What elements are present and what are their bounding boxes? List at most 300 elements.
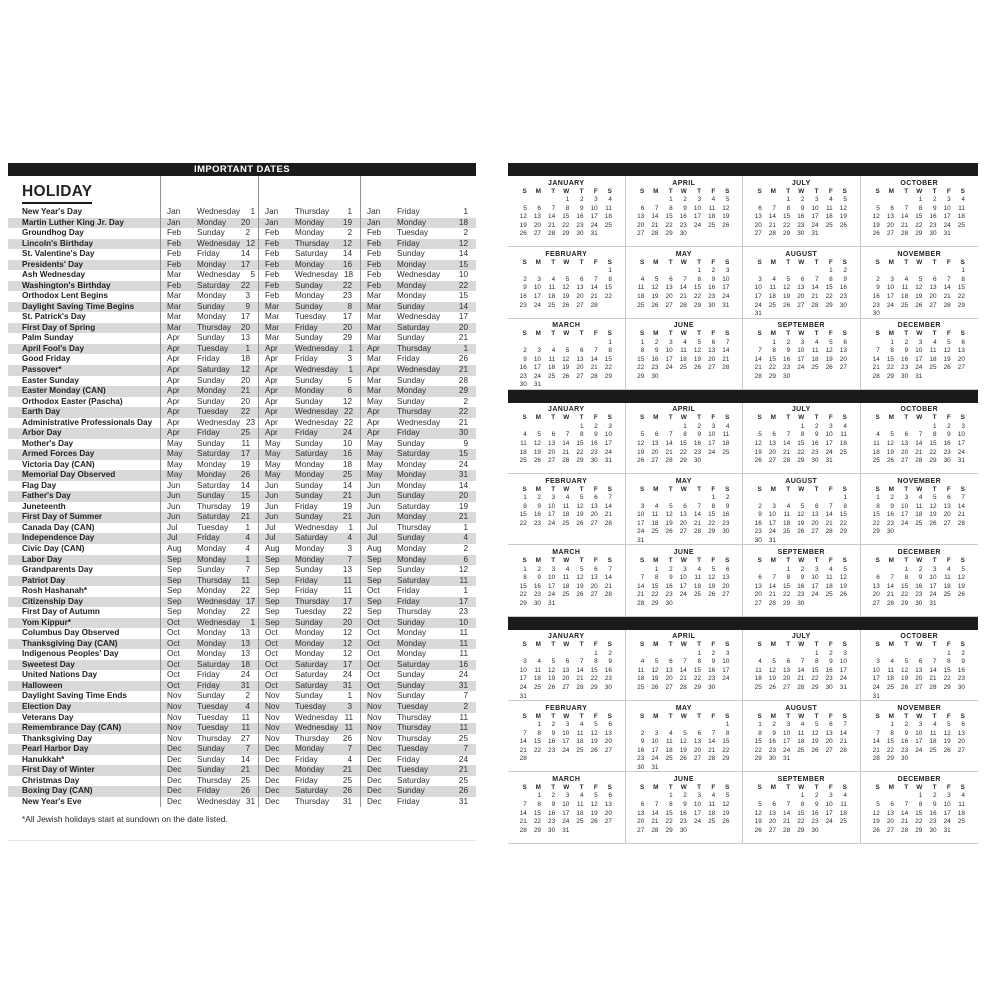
- holiday-date-year3: [360, 786, 476, 797]
- date-day: 18: [343, 270, 354, 280]
- weekday-letter: W: [680, 187, 687, 195]
- holiday-name: Mother's Day: [22, 438, 74, 448]
- day-number: 5: [654, 658, 659, 666]
- weekday-letter: F: [946, 187, 951, 195]
- day-number: 1: [523, 494, 527, 502]
- day-number: 18: [929, 355, 937, 363]
- day-number: 30: [679, 230, 687, 238]
- date-month: Feb: [265, 291, 280, 301]
- holiday-date-year3: [360, 249, 476, 260]
- day-number: 9: [904, 729, 909, 737]
- holiday-date-year2: [258, 586, 360, 597]
- date-weekday: Monday: [397, 470, 427, 480]
- weekday-letter: S: [875, 783, 880, 791]
- day-number: 17: [768, 519, 776, 527]
- day-number: 10: [533, 355, 541, 363]
- date-month: Feb: [367, 270, 382, 280]
- date-month: Oct: [265, 659, 278, 669]
- weekday-letter: S: [522, 414, 527, 422]
- day-number: 30: [901, 372, 909, 380]
- holiday-table: [8, 176, 476, 807]
- day-number: 16: [957, 666, 965, 674]
- weekday-letter: F: [711, 712, 716, 720]
- weekday-letter: W: [798, 485, 805, 493]
- date-day: 7: [463, 691, 468, 701]
- weekday-letter: S: [725, 187, 730, 195]
- day-number: 2: [904, 721, 909, 729]
- holiday-name: Flag Day: [22, 480, 57, 490]
- empty-day: [691, 721, 705, 730]
- date-day: 18: [240, 354, 250, 364]
- date-month: Feb: [167, 280, 182, 290]
- date-day: 21: [240, 386, 250, 396]
- day-number: 5: [814, 721, 819, 729]
- holiday-heading: HOLIDAY: [22, 183, 92, 204]
- weekday-letter: W: [563, 712, 570, 720]
- date-month: Sep: [367, 575, 382, 585]
- day-number: 22: [886, 364, 894, 372]
- months-grid-3: [508, 630, 978, 844]
- weekday-letter: S: [725, 485, 730, 493]
- date-weekday: Tuesday: [397, 765, 429, 775]
- day-number: 17: [929, 582, 937, 590]
- day-number: 24: [886, 301, 894, 309]
- empty-day: [766, 650, 780, 659]
- day-number: 7: [683, 275, 687, 283]
- day-number: 11: [694, 574, 702, 582]
- holiday-name: First Day of Winter: [22, 765, 95, 775]
- weekday-letter: T: [814, 414, 819, 422]
- date-month: Apr: [265, 386, 278, 396]
- empty-day: [752, 792, 766, 801]
- day-number: 10: [590, 204, 598, 212]
- holiday-date-year1: [160, 691, 258, 702]
- day-number: 4: [640, 275, 645, 283]
- day-number: 21: [783, 448, 791, 456]
- day-number: 29: [754, 755, 762, 763]
- day-number: 5: [725, 792, 730, 800]
- holiday-date-year3: [360, 333, 476, 344]
- day-number: 9: [654, 347, 659, 355]
- holiday-name: Election Day: [22, 701, 72, 711]
- day-number: 25: [576, 746, 584, 754]
- date-day: 1: [463, 586, 468, 596]
- weekday-letter: W: [680, 712, 687, 720]
- day-number: 22: [915, 221, 923, 229]
- holiday-date-year3: [360, 713, 476, 724]
- holiday-date-year1: [160, 239, 258, 250]
- day-number: 9: [683, 800, 687, 808]
- holiday-date-year3: [360, 228, 476, 239]
- day-number: 6: [947, 494, 951, 502]
- date-month: Sep: [167, 565, 182, 575]
- date-month: Nov: [167, 733, 182, 743]
- date-month: May: [167, 459, 183, 469]
- holiday-row: [8, 302, 476, 313]
- holiday-table-body: [8, 207, 476, 807]
- date-weekday: Thursday: [197, 322, 232, 332]
- weekday-letter: W: [563, 414, 570, 422]
- day-number: 15: [693, 666, 702, 674]
- weekday-letter: S: [522, 258, 527, 266]
- holiday-date-year3: [360, 512, 476, 523]
- weekday-letter: M: [770, 783, 776, 791]
- day-number: 8: [786, 204, 791, 212]
- day-number: 2: [697, 422, 702, 430]
- day-number: 3: [876, 658, 880, 666]
- weekday-letter: S: [640, 258, 645, 266]
- holiday-date-year1: [160, 249, 258, 260]
- date-day: 1: [347, 207, 352, 216]
- date-month: May: [167, 438, 183, 448]
- day-number: 14: [665, 440, 673, 448]
- day-number: 19: [722, 809, 730, 817]
- holiday-date-year2: [258, 702, 360, 713]
- day-number: 10: [562, 800, 570, 808]
- date-day: 15: [458, 259, 468, 269]
- day-number: 18: [957, 213, 965, 221]
- day-number: 5: [565, 275, 570, 283]
- day-number: 4: [565, 494, 570, 502]
- weekday-letter: M: [770, 187, 776, 195]
- date-weekday: Sunday: [197, 333, 225, 343]
- date-weekday: Monday: [197, 628, 227, 638]
- weekday-letter: S: [757, 556, 762, 564]
- holiday-heading-row: [8, 176, 476, 207]
- holiday-row: [8, 470, 476, 481]
- weekday-letter: M: [770, 414, 776, 422]
- empty-day: [662, 423, 676, 432]
- holiday-date-year3: [360, 681, 476, 692]
- weekday-letter: M: [770, 330, 776, 338]
- day-number: 23: [957, 675, 965, 683]
- month-title: JULY: [791, 406, 811, 414]
- month-title: MAY: [675, 704, 692, 712]
- date-month: Dec: [265, 775, 280, 785]
- day-number: 16: [929, 809, 937, 817]
- weekday-letter: F: [828, 783, 833, 791]
- weekday-letter: S: [842, 330, 847, 338]
- date-weekday: Monday: [397, 638, 427, 648]
- date-day: 14: [342, 480, 352, 490]
- day-number: 7: [523, 729, 527, 737]
- day-number: 28: [797, 684, 805, 692]
- date-month: Dec: [167, 775, 182, 785]
- date-weekday: Sunday: [197, 396, 225, 406]
- column-divider: [258, 176, 259, 807]
- holiday-date-year1: [160, 544, 258, 555]
- day-number: 9: [843, 275, 847, 283]
- day-number: 25: [839, 448, 847, 456]
- months-grid-2: [508, 403, 978, 617]
- day-number: 25: [915, 519, 923, 527]
- weekday-letter: T: [814, 187, 819, 195]
- empty-day: [884, 566, 898, 575]
- day-number: 19: [651, 675, 659, 683]
- holiday-date-year2: [258, 691, 360, 702]
- day-number: 19: [754, 448, 762, 456]
- date-weekday: Saturday: [197, 280, 230, 290]
- day-number: 7: [890, 574, 894, 582]
- day-number: 12: [929, 502, 937, 510]
- date-day: 11: [459, 638, 468, 648]
- month-calendar: [508, 701, 626, 772]
- day-number: 20: [943, 511, 951, 519]
- day-number: 17: [693, 809, 702, 817]
- date-month: Oct: [167, 649, 180, 659]
- date-day: 30: [458, 428, 468, 438]
- weekday-letter: W: [563, 258, 570, 266]
- weekday-letter: T: [668, 485, 673, 493]
- day-number: 21: [886, 591, 894, 599]
- date-month: Nov: [265, 691, 280, 701]
- date-day: 7: [245, 744, 250, 754]
- date-month: Dec: [167, 754, 182, 764]
- day-number: 24: [651, 755, 659, 763]
- day-number: 13: [957, 729, 965, 737]
- day-number: 16: [811, 809, 819, 817]
- date-day: 17: [342, 596, 352, 606]
- day-number: 23: [797, 221, 805, 229]
- weekday-letter: S: [640, 187, 645, 195]
- day-number: 9: [711, 658, 716, 666]
- holiday-name: Labor Day: [22, 554, 63, 564]
- day-number: 28: [604, 519, 612, 527]
- holiday-row: [8, 618, 476, 629]
- holiday-name: Daylight Saving Time Ends: [22, 691, 127, 701]
- weekday-letter: T: [904, 641, 909, 649]
- day-number: 13: [576, 355, 584, 363]
- date-month: Apr: [265, 364, 278, 374]
- day-number: 18: [708, 213, 716, 221]
- day-number: 5: [932, 494, 937, 502]
- date-day: 12: [342, 628, 352, 638]
- day-number: 26: [665, 528, 673, 536]
- empty-day: [912, 423, 926, 432]
- weekday-letter: S: [607, 641, 612, 649]
- day-number: 29: [783, 599, 791, 607]
- day-number: 26: [811, 746, 819, 754]
- date-weekday: Monday: [295, 544, 325, 553]
- day-number: 24: [533, 301, 541, 309]
- date-weekday: Friday: [397, 596, 420, 606]
- day-number: 3: [829, 422, 833, 430]
- day-number: 20: [693, 746, 702, 754]
- date-weekday: Saturday: [197, 449, 230, 459]
- holiday-date-year2: [258, 628, 360, 639]
- date-weekday: Wednesday: [295, 343, 339, 353]
- weekday-letter: T: [579, 556, 584, 564]
- holiday-row: [8, 502, 476, 513]
- day-number: 21: [665, 448, 673, 456]
- weekday-letter: M: [770, 556, 776, 564]
- day-number: 13: [533, 213, 541, 221]
- day-number: 2: [947, 422, 951, 430]
- month-calendar: [626, 630, 744, 701]
- day-number: 1: [829, 267, 833, 275]
- empty-day: [648, 721, 662, 730]
- day-number: 22: [915, 818, 923, 826]
- holiday-date-year3: [360, 618, 476, 629]
- weekday-letter: F: [828, 485, 833, 493]
- day-number: 9: [594, 431, 598, 439]
- weekday-letter: W: [916, 712, 923, 720]
- empty-day: [634, 423, 648, 432]
- date-month: Apr: [167, 417, 180, 427]
- weekday-letter: M: [535, 556, 541, 564]
- holiday-name: St. Patrick's Day: [22, 312, 86, 322]
- day-number: 2: [537, 494, 541, 502]
- holiday-row: [8, 512, 476, 523]
- day-number: 11: [929, 347, 937, 355]
- day-number: 13: [783, 666, 791, 674]
- weekday-letter: F: [828, 414, 833, 422]
- empty-day: [912, 267, 926, 276]
- weekday-letter: S: [607, 485, 612, 493]
- day-number: 2: [579, 196, 584, 204]
- day-number: 18: [637, 675, 645, 683]
- holiday-name: Palm Sunday: [22, 333, 74, 343]
- weekday-letter: T: [579, 414, 584, 422]
- day-number: 13: [722, 574, 730, 582]
- empty-day: [662, 267, 676, 276]
- holiday-name: Columbus Day Observed: [22, 628, 120, 638]
- day-number: 4: [697, 565, 702, 573]
- day-number: 9: [640, 738, 645, 746]
- day-number: 2: [683, 792, 687, 800]
- day-number: 10: [693, 204, 702, 212]
- date-weekday: Saturday: [397, 575, 430, 585]
- day-number: 27: [693, 755, 702, 763]
- weekday-letter: T: [668, 783, 673, 791]
- weekday-letter: S: [875, 187, 880, 195]
- date-day: 4: [347, 533, 352, 543]
- day-number: 17: [679, 582, 687, 590]
- weekday-letter: S: [725, 556, 730, 564]
- day-number: 13: [915, 666, 923, 674]
- holiday-date-year2: [258, 555, 360, 566]
- month-title: MAY: [675, 477, 692, 485]
- holiday-date-year1: [160, 555, 258, 566]
- date-day: 25: [458, 775, 468, 785]
- day-number: 25: [957, 221, 965, 229]
- holiday-row: [8, 544, 476, 555]
- day-number: 31: [533, 381, 541, 389]
- day-number: 8: [669, 204, 673, 212]
- day-number: 19: [811, 738, 819, 746]
- day-number: 23: [839, 292, 847, 300]
- date-weekday: Sunday: [397, 333, 425, 343]
- date-weekday: Monday: [397, 649, 427, 659]
- day-number: 4: [932, 338, 937, 346]
- month-day-grid: [743, 414, 860, 465]
- day-number: 21: [679, 292, 687, 300]
- day-number: 28: [886, 599, 894, 607]
- empty-day: [884, 196, 898, 205]
- date-day: 2: [463, 396, 468, 406]
- date-day: 25: [458, 733, 468, 743]
- day-number: 5: [786, 275, 791, 283]
- day-number: 31: [943, 826, 951, 834]
- day-number: 30: [797, 599, 805, 607]
- holiday-row: [8, 460, 476, 471]
- day-number: 10: [929, 574, 937, 582]
- holiday-date-year1: [160, 639, 258, 650]
- month-title: JANUARY: [548, 179, 585, 187]
- day-number: 28: [768, 599, 776, 607]
- day-number: 19: [929, 511, 937, 519]
- day-number: 8: [786, 574, 791, 582]
- month-title: MARCH: [552, 775, 581, 783]
- day-number: 17: [825, 809, 833, 817]
- day-number: 7: [579, 658, 584, 666]
- weekday-letter: M: [653, 485, 659, 493]
- day-number: 18: [576, 738, 584, 746]
- day-number: 12: [548, 666, 556, 674]
- date-weekday: Thursday: [197, 501, 232, 511]
- month-title: AUGUST: [785, 477, 818, 485]
- date-day: 16: [342, 259, 352, 269]
- holiday-date-year3: [360, 460, 476, 471]
- day-number: 21: [651, 818, 659, 826]
- day-number: 15: [915, 809, 923, 817]
- day-number: 16: [548, 809, 556, 817]
- empty-day: [898, 792, 912, 801]
- empty-day: [677, 494, 691, 503]
- date-month: Mar: [167, 312, 182, 322]
- empty-day: [752, 650, 766, 659]
- date-weekday: Monday: [295, 628, 325, 638]
- month-calendar: [861, 403, 979, 474]
- day-number: 9: [683, 204, 687, 212]
- empty-day: [884, 267, 898, 276]
- holiday-date-year1: [160, 618, 258, 629]
- day-number: 7: [654, 800, 659, 808]
- day-number: 25: [679, 364, 687, 372]
- weekday-letter: M: [653, 187, 659, 195]
- date-day: 18: [342, 459, 352, 469]
- day-number: 17: [957, 440, 965, 448]
- day-number: 11: [811, 347, 819, 355]
- day-number: 8: [961, 275, 965, 283]
- day-number: 20: [590, 511, 598, 519]
- date-day: 11: [343, 586, 352, 596]
- empty-day: [752, 566, 766, 575]
- date-month: Dec: [367, 754, 382, 764]
- day-number: 13: [548, 440, 556, 448]
- day-number: 28: [693, 528, 702, 536]
- weekday-letter: F: [711, 414, 716, 422]
- weekday-letter: F: [946, 258, 951, 266]
- date-month: Dec: [367, 796, 382, 806]
- date-weekday: Thursday: [295, 207, 330, 216]
- day-number: 12: [825, 347, 833, 355]
- day-number: 25: [901, 301, 909, 309]
- day-number: 29: [797, 457, 805, 465]
- day-number: 18: [839, 440, 847, 448]
- day-number: 9: [890, 502, 894, 510]
- holiday-name: Thanksgiving Day: [22, 733, 93, 743]
- day-number: 27: [576, 301, 584, 309]
- date-month: Apr: [367, 407, 380, 417]
- month-calendar: [626, 701, 744, 772]
- date-weekday: Wednesday: [295, 364, 339, 374]
- day-number: 17: [548, 511, 556, 519]
- date-weekday: Thursday: [197, 733, 232, 743]
- day-number: 19: [872, 818, 880, 826]
- day-number: 9: [551, 729, 556, 737]
- day-number: 18: [708, 809, 716, 817]
